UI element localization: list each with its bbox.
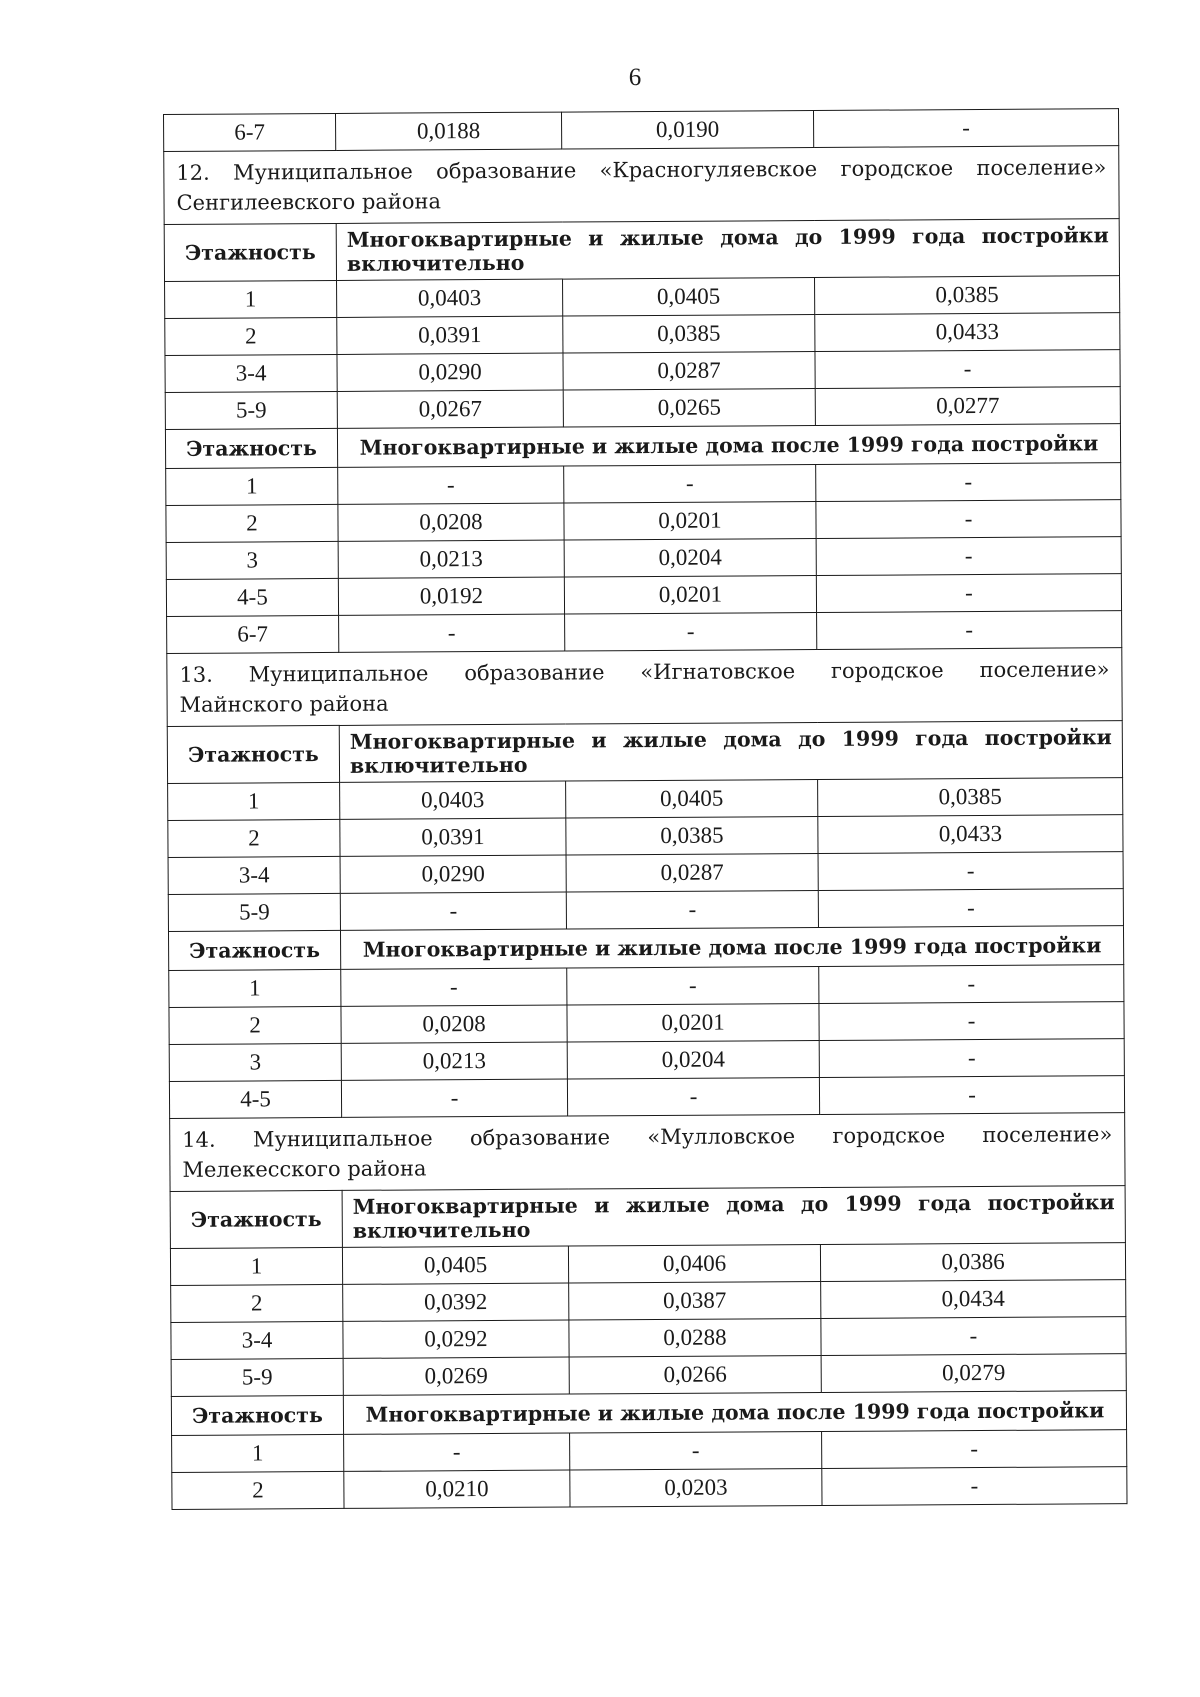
before-1999-header: Многоквартирные и жилые дома до 1999 года постройки включительно — [342, 1186, 1125, 1248]
value-cell: 0,0188 — [335, 112, 561, 150]
value-cell: - — [813, 109, 1118, 148]
value-cell: 0,0277 — [815, 387, 1120, 426]
value-cell: 0,0203 — [570, 1469, 822, 1508]
floor-cell: 1 — [172, 1434, 344, 1472]
value-cell: 0,0385 — [818, 778, 1123, 817]
value-cell: 0,0290 — [337, 353, 563, 391]
before-1999-header: Многоквартирные и жилые дома до 1999 года постройки включительно — [336, 219, 1119, 281]
floor-cell: 4-5 — [166, 578, 338, 616]
after-1999-header: Многоквартирные и жилые дома после 1999 года постройки — [340, 926, 1123, 970]
before-1999-row — [168, 778, 1123, 821]
floor-cell: 1 — [166, 467, 338, 505]
after-1999-row — [169, 965, 1124, 1008]
floor-cell: 1 — [165, 280, 337, 318]
floor-cell: 4-5 — [169, 1080, 341, 1118]
page-number: 6 — [628, 64, 642, 91]
after-1999-row — [166, 500, 1121, 543]
value-cell: 0,0213 — [338, 540, 564, 578]
value-cell: - — [344, 1433, 570, 1471]
value-cell: 0,0266 — [569, 1356, 821, 1395]
after-1999-row — [166, 463, 1121, 506]
after-1999-row — [166, 574, 1121, 617]
floor-cell: 6-7 — [167, 615, 339, 653]
value-cell: - — [819, 1002, 1124, 1041]
value-cell: - — [338, 466, 564, 504]
tariff-table — [163, 108, 1128, 1510]
value-cell: 0,0391 — [340, 818, 566, 856]
value-cell: 0,0403 — [340, 781, 566, 819]
value-cell: 0,0391 — [337, 316, 563, 354]
section-title — [164, 146, 1119, 225]
after-1999-row — [169, 1076, 1124, 1119]
value-cell: - — [567, 1078, 819, 1117]
value-cell: - — [570, 1432, 822, 1471]
after-1999-header-row — [168, 926, 1123, 971]
value-cell: - — [341, 968, 567, 1006]
section-title-line: 12. Муниципальное образование «Красногуляевское городское поселение» — [176, 155, 1107, 185]
value-cell: 0,0213 — [341, 1042, 567, 1080]
after-1999-header: Многоквартирные и жилые дома после 1999 года постройки — [337, 424, 1120, 468]
after-1999-header: Многоквартирные и жилые дома после 1999 года постройки — [343, 1391, 1126, 1435]
value-cell: - — [819, 965, 1124, 1004]
value-cell: 0,0433 — [818, 815, 1123, 854]
section-title-line: 14. Муниципальное образование «Мулловское городское поселение» — [182, 1122, 1113, 1152]
value-cell: - — [816, 574, 1121, 613]
after-1999-row — [169, 1002, 1124, 1045]
floor-column-header: Этажность — [168, 930, 340, 970]
section-title-line: Мелекесского района — [182, 1156, 427, 1182]
after-1999-row — [172, 1467, 1127, 1510]
value-cell: - — [340, 892, 566, 930]
floor-cell: 3 — [166, 541, 338, 579]
floor-cell: 2 — [168, 819, 340, 857]
value-cell: 0,0406 — [568, 1245, 820, 1284]
floor-column-header: Этажность — [170, 1190, 342, 1248]
value-cell: - — [822, 1430, 1127, 1469]
value-cell: 0,0269 — [343, 1357, 569, 1395]
floor-cell: 3-4 — [171, 1321, 343, 1359]
before-1999-header-row — [170, 1186, 1125, 1249]
before-1999-row — [168, 815, 1123, 858]
section-title — [167, 648, 1122, 727]
before-1999-header-row — [164, 219, 1119, 282]
floor-cell: 5-9 — [171, 1358, 343, 1396]
value-cell: - — [819, 1039, 1124, 1078]
before-1999-row — [165, 313, 1120, 356]
value-cell: 0,0405 — [342, 1246, 568, 1284]
value-cell: - — [816, 537, 1121, 576]
value-cell: 0,0265 — [563, 389, 815, 428]
value-cell: 0,0210 — [344, 1470, 570, 1508]
floor-cell: 1 — [170, 1247, 342, 1285]
value-cell: 0,0287 — [563, 352, 815, 391]
value-cell: 0,0204 — [567, 1041, 819, 1080]
value-cell: 0,0392 — [343, 1283, 569, 1321]
before-1999-row — [168, 889, 1123, 932]
floor-column-header: Этажность — [165, 428, 337, 468]
value-cell: 0,0204 — [564, 539, 816, 578]
tariff-table-body — [164, 109, 1128, 1510]
before-1999-row — [171, 1280, 1126, 1323]
floor-cell: 6-7 — [164, 113, 336, 151]
value-cell: 0,0279 — [821, 1354, 1126, 1393]
value-cell: 0,0292 — [343, 1320, 569, 1358]
floor-cell: 2 — [165, 317, 337, 355]
value-cell: - — [566, 891, 818, 930]
value-cell: 0,0405 — [563, 278, 815, 317]
value-cell: 0,0201 — [564, 502, 816, 541]
before-1999-row — [171, 1354, 1126, 1397]
floor-cell: 2 — [171, 1284, 343, 1322]
section-title-row — [164, 146, 1119, 225]
floor-column-header: Этажность — [164, 223, 336, 281]
before-1999-row — [165, 387, 1120, 430]
after-1999-row — [169, 1039, 1124, 1082]
value-cell: 0,0403 — [337, 279, 563, 317]
value-cell: 0,0201 — [567, 1004, 819, 1043]
before-1999-row — [165, 276, 1120, 319]
before-1999-header-row — [167, 721, 1122, 784]
value-cell: 0,0190 — [561, 111, 813, 150]
value-cell: - — [818, 852, 1123, 891]
after-1999-header-row — [171, 1391, 1126, 1436]
section-title-line: Сенгилеевского района — [176, 189, 442, 215]
value-cell: 0,0192 — [338, 577, 564, 615]
after-1999-row — [172, 1430, 1127, 1473]
value-cell: - — [567, 967, 819, 1006]
value-cell: - — [341, 1079, 567, 1117]
floor-cell: 2 — [172, 1471, 344, 1509]
value-cell: 0,0201 — [564, 576, 816, 615]
value-cell: 0,0208 — [338, 503, 564, 541]
value-cell: - — [816, 463, 1121, 502]
after-1999-header-row — [165, 424, 1120, 469]
value-cell: 0,0434 — [821, 1280, 1126, 1319]
floor-cell: 1 — [169, 969, 341, 1007]
value-cell: - — [816, 500, 1121, 539]
before-1999-row — [171, 1317, 1126, 1360]
value-cell: 0,0386 — [820, 1243, 1125, 1282]
value-cell: - — [564, 465, 816, 504]
floor-column-header: Этажность — [171, 1395, 343, 1435]
section-title-line: Майнского района — [179, 691, 389, 717]
value-cell: - — [822, 1467, 1127, 1506]
floor-cell: 5-9 — [168, 893, 340, 931]
section-title — [170, 1113, 1125, 1192]
floor-cell: 2 — [169, 1006, 341, 1044]
before-1999-row — [168, 852, 1123, 895]
section-title-row — [167, 648, 1122, 727]
value-cell: - — [565, 613, 817, 652]
value-cell: 0,0385 — [815, 276, 1120, 315]
before-1999-header: Многоквартирные и жилые дома до 1999 года постройки включительно — [339, 721, 1122, 783]
value-cell: - — [817, 611, 1122, 650]
section-title-row — [170, 1113, 1125, 1192]
value-cell: 0,0290 — [340, 855, 566, 893]
before-1999-row — [170, 1243, 1125, 1286]
value-cell: - — [819, 1076, 1124, 1115]
section-title-line: 13. Муниципальное образование «Игнатовское городское поселение» — [179, 657, 1110, 687]
value-cell: - — [821, 1317, 1126, 1356]
floor-cell: 3-4 — [168, 856, 340, 894]
value-cell: 0,0267 — [337, 390, 563, 428]
value-cell: - — [339, 614, 565, 652]
value-cell: 0,0387 — [569, 1282, 821, 1321]
after-1999-row — [167, 611, 1122, 654]
floor-cell: 5-9 — [165, 391, 337, 429]
floor-cell: 2 — [166, 504, 338, 542]
floor-column-header: Этажность — [167, 725, 339, 783]
value-cell: 0,0208 — [341, 1005, 567, 1043]
before-1999-row — [165, 350, 1120, 393]
floor-cell: 1 — [168, 782, 340, 820]
floor-cell: 3 — [169, 1043, 341, 1081]
floor-cell: 3-4 — [165, 354, 337, 392]
value-cell: 0,0287 — [566, 854, 818, 893]
value-cell: - — [815, 350, 1120, 389]
value-cell: 0,0385 — [563, 315, 815, 354]
value-cell: 0,0385 — [566, 817, 818, 856]
value-cell: - — [818, 889, 1123, 928]
value-cell: 0,0405 — [566, 780, 818, 819]
value-cell: 0,0288 — [569, 1319, 821, 1358]
carryover-row — [164, 109, 1119, 152]
value-cell: 0,0433 — [815, 313, 1120, 352]
after-1999-row — [166, 537, 1121, 580]
